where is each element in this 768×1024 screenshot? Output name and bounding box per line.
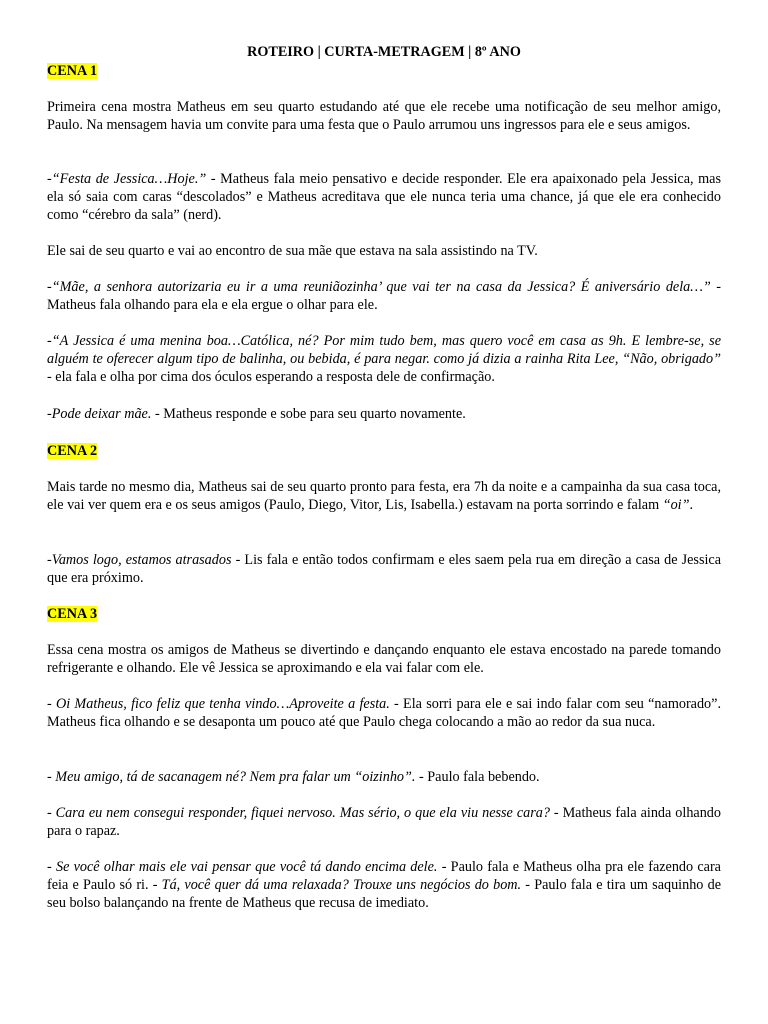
dialogue-quote: - Cara eu nem consegui responder, fiquei nervoso. Mas sério, o que ela viu nesse cara?: [47, 805, 550, 821]
dialogue-quote: -Vamos logo, estamos atrasados: [47, 552, 232, 568]
dialogue-quote: -Pode deixar mãe.: [47, 406, 152, 422]
scene-1-paragraph-6: [47, 405, 721, 423]
scene-3-heading: [47, 605, 721, 623]
scene-3-paragraph-5: [47, 858, 721, 912]
dialogue-quote: -“Mãe, a senhora autorizaria eu ir a uma reuniãozinha’ que vai ter na casa da Jessica? É aniversário dela…”: [47, 279, 711, 295]
narration-text: - ela fala e olha por cima dos óculos esperando a resposta dele de confirmação.: [47, 369, 495, 385]
scene-2-paragraph-1: [47, 478, 721, 514]
narration-text: - Lis fala e então todos confirmam e eles saem pela rua em direção a casa de Jessica que era próximo.: [47, 552, 722, 586]
narration-text: - Paulo fala bebendo.: [415, 769, 540, 785]
scene-1-paragraph-3: Ele sai de seu quarto e vai ao encontro de sua mãe que estava na sala assistindo na TV.: [47, 243, 538, 259]
narration-text: Mais tarde no mesmo dia, Matheus sai de seu quarto pronto para festa, era 7h da noite e a campainha da sua casa toca, ele vai ver quem era e os seus amigos (Paulo, Diego, Vitor, Lis, Isabella.) estavam na porta sorrindo e falam: [47, 479, 721, 513]
punctuation: .: [689, 497, 694, 513]
dialogue-quote: - Se você olhar mais ele vai pensar que você tá dando encima dele.: [47, 859, 438, 875]
document-title: ROTEIRO | CURTA-METRAGEM | 8º ANO: [247, 44, 521, 60]
dialogue-quote: -“A Jessica é uma menina boa…Católica, né? Por mim tudo bem, mas quero você em casa as 9h. E lembre-se, se alguém te oferecer algum tipo de balinha, ou bebida, é para negar. como já dizia a rainha Rita Lee, “Não, obrigado”: [47, 333, 721, 367]
scene-2-paragraph-2: [47, 551, 721, 587]
narration-text: - Matheus fala ainda olhando para o rapaz.: [47, 805, 721, 839]
scene-1-paragraph-5: [47, 332, 721, 386]
scene-heading-highlight: CENA 1: [47, 63, 98, 79]
scene-3-paragraph-3: [47, 768, 721, 786]
scene-heading-highlight: CENA 3: [47, 606, 98, 622]
dialogue-quote: - Tá, você quer dá uma relaxada? Trouxe uns negócios do bom.: [152, 877, 522, 893]
narration-text: - Paulo fala e Matheus olha pra ele fazendo cara feia e Paulo só ri.: [47, 859, 721, 893]
narration-text: - Matheus fala olhando para ela e ela ergue o olhar para ele.: [47, 279, 721, 313]
dialogue-quote: - Meu amigo, tá de sacanagem né? Nem pra falar um “oizinho”.: [47, 769, 416, 785]
narration-text: - Matheus responde e sobe para seu quarto novamente.: [151, 406, 466, 422]
dialogue-quote: “oi”: [662, 497, 690, 513]
dialogue-quote: -“Festa de Jessica…Hoje.”: [47, 171, 207, 187]
narration-text: - Ela sorri para ele e sai indo falar com seu “namorado”. Matheus fica olhando e se desaponta um pouco até que Paulo chega colocando a mão ao redor da sua nuca.: [47, 696, 721, 730]
scene-1-heading: [47, 62, 721, 80]
scene-2-heading: [47, 442, 721, 460]
scene-3-paragraph-4: [47, 804, 721, 840]
scene-1-paragraph-2: [47, 170, 721, 224]
narration-text: - Matheus fala meio pensativo e decide responder. Ele era apaixonado pela Jessica, mas ela só saia com caras “descolados” e Matheus acreditava que ele nunca teria uma chance, já que ele era conhecido como “cérebro da sala” (nerd).: [47, 171, 721, 223]
scene-1-paragraph-4: [47, 278, 721, 314]
scene-1-paragraph-1: Primeira cena mostra Matheus em seu quarto estudando até que ele recebe uma notificação de seu melhor amigo, Paulo. Na mensagem havia um convite para uma festa que o Paulo arrumou uns ingressos para ele e seus amigos.: [47, 99, 721, 133]
scene-heading-highlight: CENA 2: [47, 443, 98, 459]
dialogue-quote: - Oi Matheus, fico feliz que tenha vindo…Aproveite a festa.: [47, 696, 390, 712]
scene-3-paragraph-1: Essa cena mostra os amigos de Matheus se divertindo e dançando enquanto ele estava encostado na parede tomando refrigerante e olhando. Ele vê Jessica se aproximando e ela vai falar com ele.: [47, 642, 721, 676]
scene-3-paragraph-2: [47, 695, 721, 731]
narration-text: - Paulo fala e tira um saquinho de seu bolso balançando na frente de Matheus que recusa de imediato.: [47, 877, 722, 911]
